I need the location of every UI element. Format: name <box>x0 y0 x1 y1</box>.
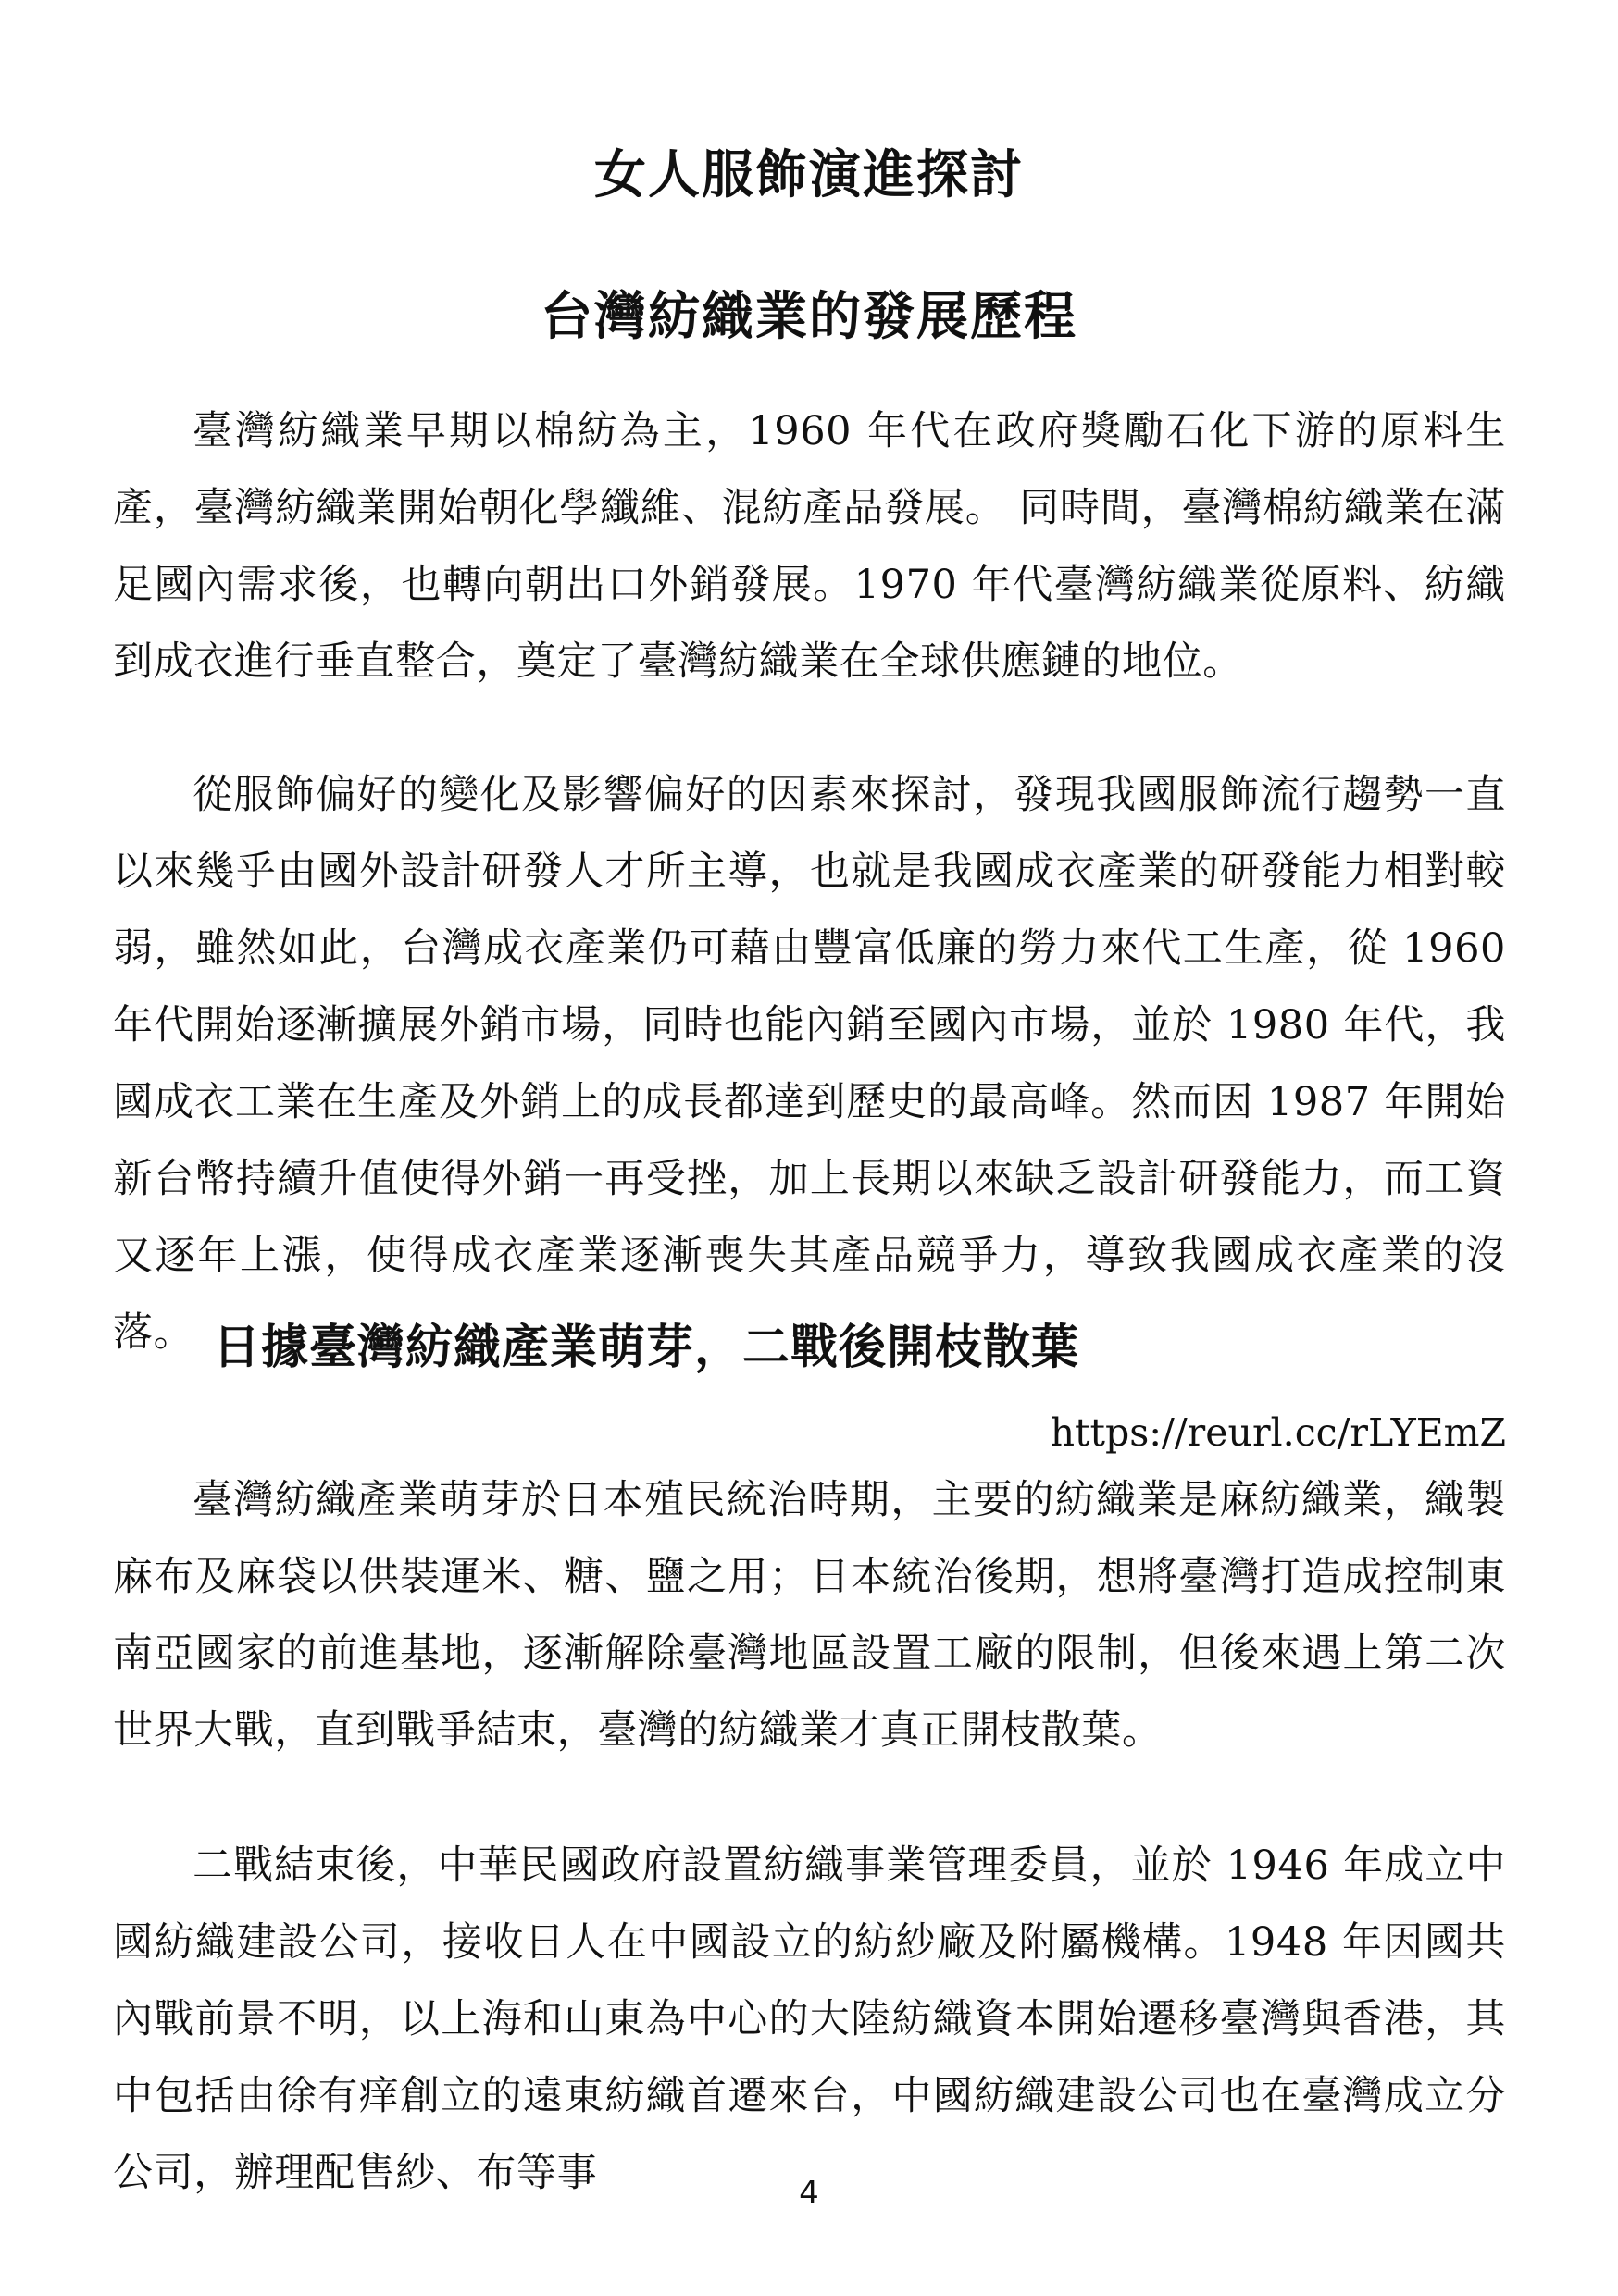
source-url-link[interactable]: https://reurl.cc/rLYEmZ <box>1050 1410 1506 1455</box>
paragraph-japanese-colonial: 臺灣紡織產業萌芽於日本殖民統治時期，主要的紡織業是麻紡織業，織製麻布及麻袋以供裝運米、糖、鹽之用；日本統治後期，想將臺灣打造成控制東南亞國家的前進基地，逐漸解除臺灣地區設置工廠的限制，但後來遇上第二次世界大戰，直到戰爭結束，臺灣的紡織業才真正開枝散葉。 <box>113 1477 1506 1754</box>
section-title: 台灣紡織業的發展歷程 <box>541 287 1077 347</box>
subheading-japanese-era: 日據臺灣紡織產業萌芽，二戰後開枝散葉 <box>213 1321 1080 1375</box>
paragraph-apparel-industry: 從服飾偏好的變化及影響偏好的因素來探討，發現我國服飾流行趨勢一直以來幾乎由國外設計研發人才所主導，也就是我國成衣產業的研發能力相對較弱，雖然如此，台灣成衣產業仍可藉由豐富低廉的勞力來代工生產，從 1960 年代開始逐漸擴展外銷市場，同時也能內銷至國內市場，並於 1980 年代，我國成衣工業在生產及外銷上的成長都達到歷史的最高峰。然而因 1987 年開始新台幣持續升值使得外銷一再受挫，加上長期以來缺乏設計研發能力，而工資又逐年上漲，使得成衣產業逐漸喪失其產品競爭力，導致我國成衣產業的沒落。 <box>113 772 1506 1356</box>
paragraph-textile-history: 臺灣紡織業早期以棉紡為主，1960 年代在政府獎勵石化下游的原料生產，臺灣紡織業開始朝化學纖維、混紡產品發展。 同時間，臺灣棉紡織業在滿足國內需求後，也轉向朝出口外銷發展。1970 年代臺灣紡織業從原料、紡織到成衣進行垂直整合，奠定了臺灣紡織業在全球供應鏈的地位。 <box>113 408 1506 685</box>
document-title: 女人服飾演進探討 <box>594 145 1024 205</box>
paragraph-post-war: 二戰結束後，中華民國政府設置紡織事業管理委員，並於 1946 年成立中國紡織建設公司，接收日人在中國設立的紡紗廠及附屬機構。1948 年因國共內戰前景不明，以上海和山東為中心的大陸紡織資本開始遷移臺灣與香港，其中包括由徐有痒創立的遠東紡織首遷來台，中國紡織建設公司也在臺灣成立分公司，辦理配售紗、布等事 <box>113 1843 1506 2196</box>
page-number: 4 <box>799 2175 819 2212</box>
